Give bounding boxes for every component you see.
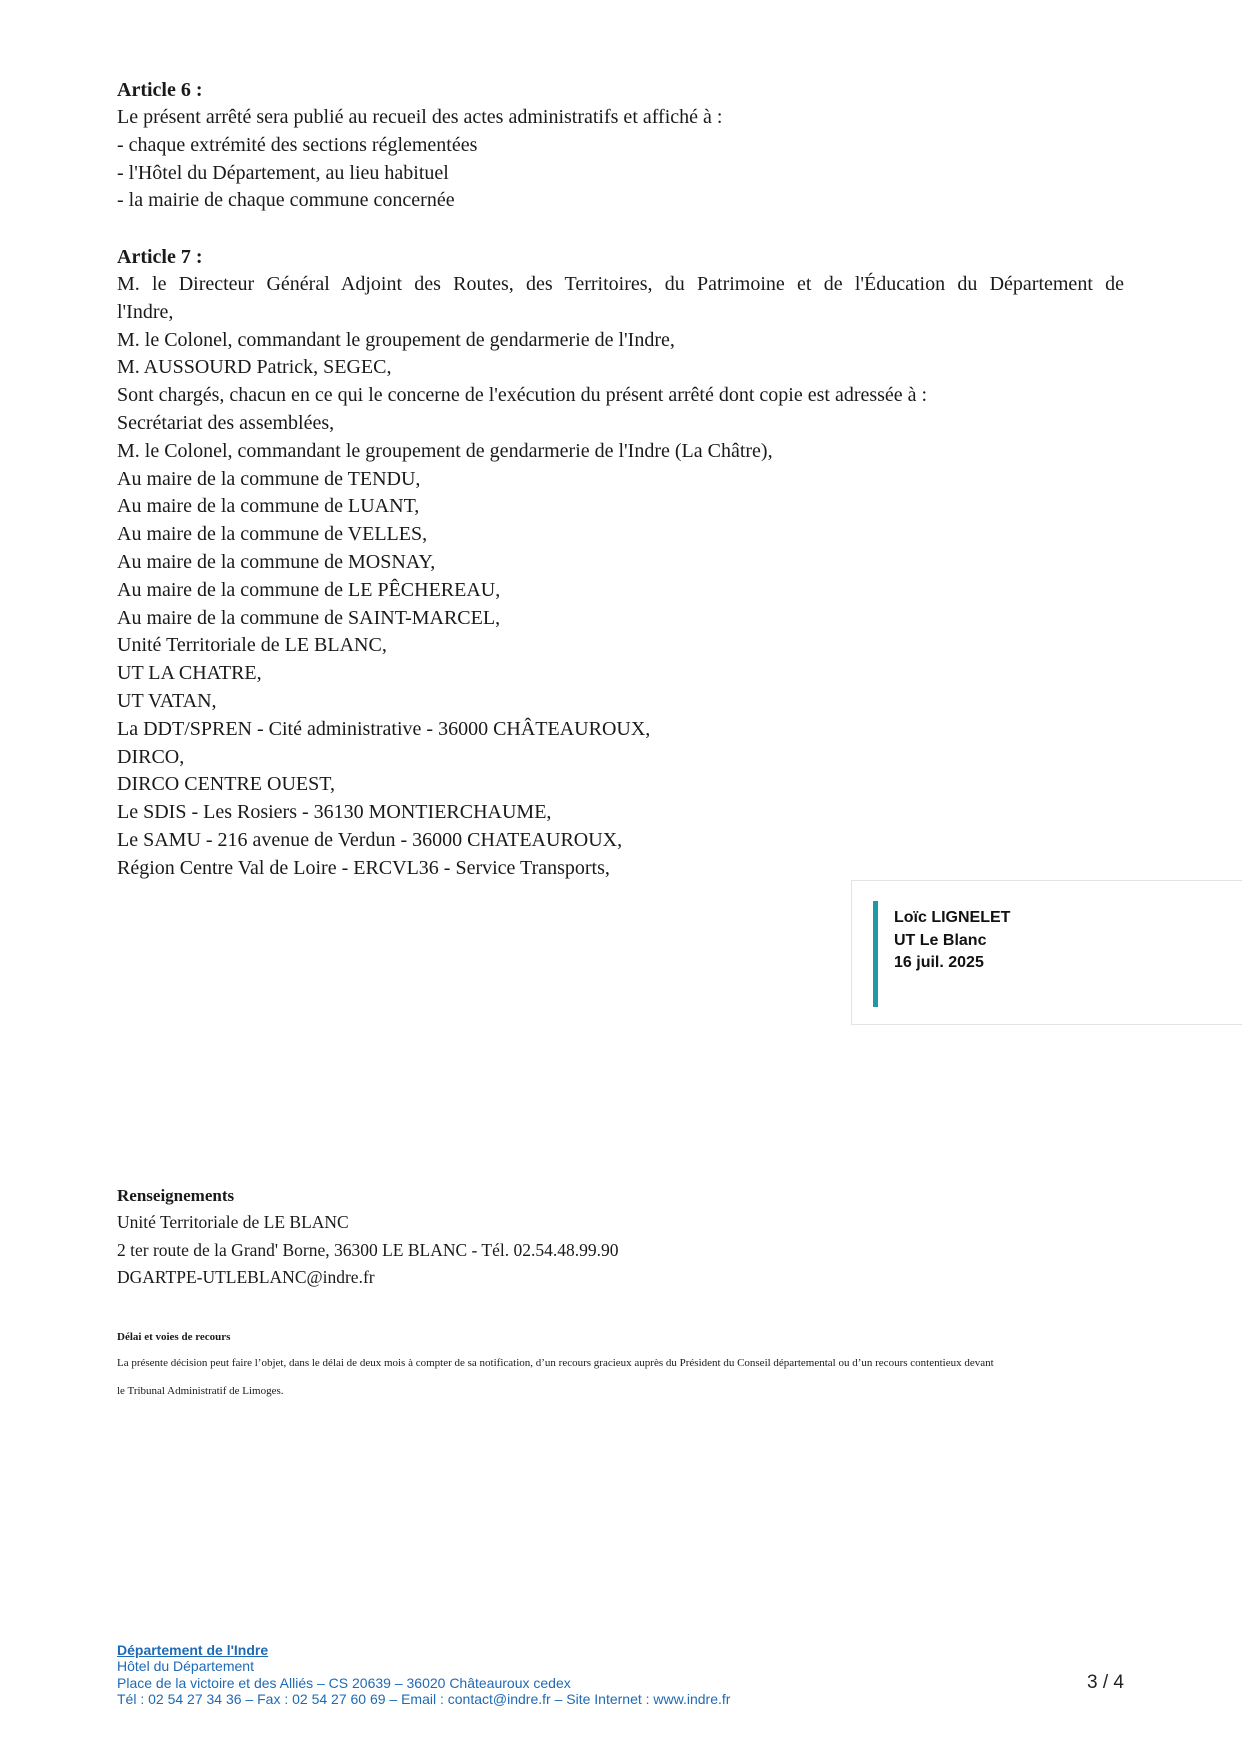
recours-title: Délai et voies de recours	[117, 1331, 231, 1343]
article-7-line: UT LA CHATRE,	[117, 662, 262, 685]
article-7-line: M. le Colonel, commandant le groupement de gendarmerie de l'Indre (La Châtre),	[117, 439, 773, 462]
footer-address: Place de la victoire et des Alliés – CS 20639 – 36020 Châteauroux cedex	[117, 1674, 571, 1691]
article-7-first-line: M. le Directeur Général Adjoint des Routes, des Territoires, du Patrimoine et de l'Éducation du Département de	[117, 273, 1124, 295]
signature-box	[851, 880, 1242, 1025]
footer-department-link[interactable]: Département de l'Indre	[117, 1642, 269, 1658]
signature-text	[894, 907, 1010, 975]
footer-contact: Tél : 02 54 27 34 36 – Fax : 02 54 27 60 69 – Email : contact@indre.fr – Site Internet : www.indre.fr	[117, 1691, 731, 1708]
info-email: DGARTPE-UTLEBLANC@indre.fr	[117, 1267, 375, 1288]
article-7-line: Au maire de la commune de SAINT-MARCEL,	[117, 606, 501, 629]
article-7	[117, 244, 1124, 883]
recours-text-line: La présente décision peut faire l’objet, dans le délai de deux mois à compter de sa notification, d’un recours gracieux auprès du Président du Conseil départemental ou d’un recours contentieux devant	[117, 1357, 994, 1369]
page-number: 3 / 4	[1087, 1672, 1124, 1693]
signature-date: 16 juil. 2025	[894, 954, 984, 971]
article-6-line: - chaque extrémité des sections réglementées	[117, 133, 478, 156]
info-unit: Unité Territoriale de LE BLANC	[117, 1212, 349, 1232]
article-7-line: Région Centre Val de Loire - ERCVL36 - Service Transports,	[117, 856, 610, 879]
signer-unit: UT Le Blanc	[894, 931, 987, 949]
article-7-line: Au maire de la commune de VELLES,	[117, 523, 428, 546]
article-7-line: Au maire de la commune de TENDU,	[117, 467, 421, 490]
article-7-line: Au maire de la commune de LUANT,	[117, 495, 420, 518]
footer-hotel: Hôtel du Département	[117, 1658, 254, 1675]
article-7-line: Au maire de la commune de LE PÊCHEREAU,	[117, 578, 501, 601]
article-7-line: UT VATAN,	[117, 689, 217, 712]
article-7-line: DIRCO CENTRE OUEST,	[117, 773, 335, 796]
article-6-line: - la mairie de chaque commune concernée	[117, 189, 455, 212]
article-6-line: - l'Hôtel du Département, au lieu habituel	[117, 161, 449, 184]
article-7-line: l'Indre,	[117, 300, 174, 323]
signer-name: Loïc LIGNELET	[894, 909, 1011, 926]
article-7-line: Sont chargés, chacun en ce qui le concerne de l'exécution du présent arrêté dont copie est adressée à :	[117, 384, 928, 407]
recours-section	[117, 1325, 1124, 1405]
article-7-line: Le SAMU - 216 avenue de Verdun - 36000 CHATEAUROUX,	[117, 828, 623, 851]
article-6-line: Le présent arrêté sera publié au recueil des actes administratifs et affiché à :	[117, 106, 723, 128]
article-7-line: Le SDIS - Les Rosiers - 36130 MONTIERCHAUME,	[117, 801, 552, 824]
article-7-line: M. le Colonel, commandant le groupement de gendarmerie de l'Indre,	[117, 328, 675, 351]
recours-text-line: le Tribunal Administratif de Limoges.	[117, 1385, 284, 1397]
page-footer	[117, 1642, 730, 1708]
article-7-line: Secrétariat des assemblées,	[117, 411, 335, 434]
article-6-title: Article 6 :	[117, 79, 203, 101]
article-7-line: Au maire de la commune de MOSNAY,	[117, 550, 436, 573]
renseignements-title: Renseignements	[117, 1186, 235, 1205]
renseignements-section	[117, 1183, 1124, 1292]
article-6	[117, 77, 1124, 215]
article-7-line: Unité Territoriale de LE BLANC,	[117, 634, 387, 657]
article-7-title: Article 7 :	[117, 246, 203, 268]
info-address: 2 ter route de la Grand' Borne, 36300 LE BLANC - Tél. 02.54.48.99.90	[117, 1239, 619, 1260]
signature-accent-bar	[873, 901, 878, 1007]
article-7-line: La DDT/SPREN - Cité administrative - 36000 CHÂTEAUROUX,	[117, 717, 651, 740]
article-7-line: M. AUSSOURD Patrick, SEGEC,	[117, 356, 392, 379]
article-7-line: DIRCO,	[117, 745, 185, 768]
